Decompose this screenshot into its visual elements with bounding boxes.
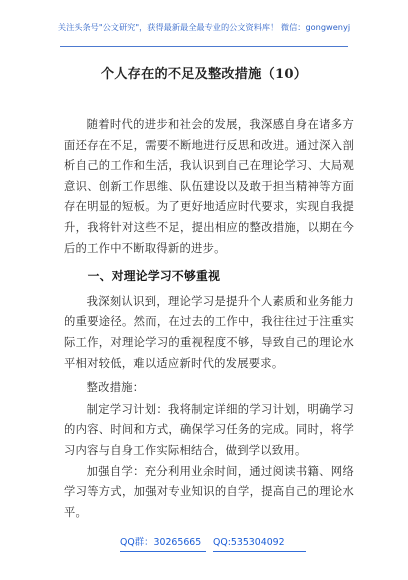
measure-paragraph-2: 加强自学：充分利用业余时间，通过阅读书籍、网络学习等方式，加强对专业知识的自学，提高自己的理论水平。 xyxy=(64,464,354,519)
header-rule xyxy=(60,46,348,47)
qq-contact-link[interactable]: QQ:535304092 xyxy=(213,537,285,548)
qq-group-link[interactable]: QQ群：30265665 xyxy=(120,537,202,548)
footer-contact-row xyxy=(120,538,310,558)
qq-group-underline xyxy=(120,551,206,552)
spacer xyxy=(64,259,354,263)
intro-paragraph: 随着时代的进步和社会的发展，我深感自身在诸多方面还存在不足，需要不断地进行反思和改进。通过深入剖析自己的工作和生活，我认识到自己在理论学习、大局观意识、创新工作思维、队伍建设以及敢于担当精神等方面存在明显的短板。为了更好地适应时代要求，实现自我提升，我将针对这些不足，提出相应的整改措施，以期在今后的工作中不断取得新的进步。 xyxy=(64,118,354,255)
section-paragraph: 我深刻认识到，理论学习是提升个人素质和业务能力的重要途径。然而，在过去的工作中，我往往过于注重实际工作，对理论学习的重视程度不够，导致自己的理论水平相对较低，难以适应新时代的发展要求。 xyxy=(64,294,354,370)
measure-paragraph-1: 制定学习计划：我将制定详细的学习计划，明确学习的内容、时间和方式，确保学习任务的完成。同时，将学习内容与自身工作实际相结合，做到学以致用。 xyxy=(64,402,354,457)
header-promo-text: 关注头条号"公文研究"，获得最新最全最专业的公文资料库！ 微信：gongwenyj xyxy=(57,22,351,32)
rectification-label: 整改措施： xyxy=(86,381,145,395)
page-title: 个人存在的不足及整改措施（10） xyxy=(100,67,308,82)
header-bar xyxy=(0,0,408,50)
section-heading: 一、对理论学习不够重视 xyxy=(87,269,221,284)
document-body xyxy=(64,115,354,523)
qq-contact-underline xyxy=(213,551,306,552)
